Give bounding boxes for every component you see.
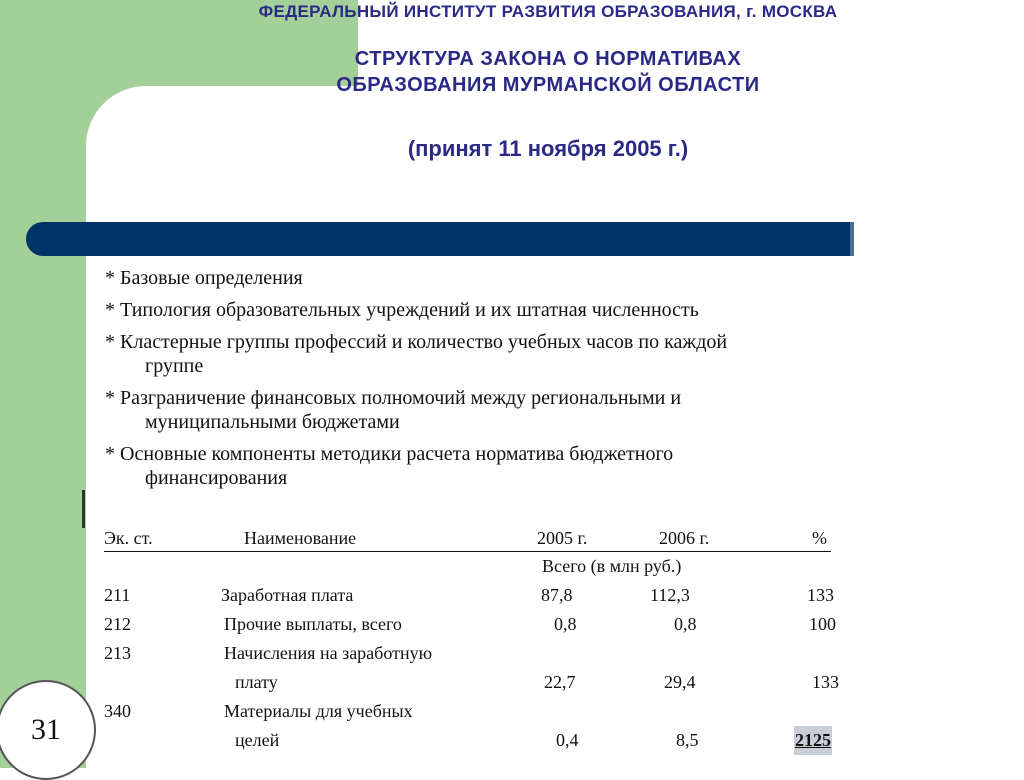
- row-pct-highlight: 2125: [794, 726, 832, 755]
- row-name: Начисления на заработную: [224, 643, 433, 663]
- row-pct: 133: [812, 672, 839, 692]
- table-row-continuation: [104, 668, 864, 697]
- header-2006: 2006 г.: [659, 528, 710, 548]
- row-name: Заработная плата: [221, 585, 354, 605]
- bullet-item: * Типология образовательных учреждений и их штатная численность: [105, 299, 699, 321]
- units-label: Всего (в млн руб.): [542, 556, 682, 576]
- row-name: Материалы для учебных: [224, 701, 413, 721]
- decorative-tick: [82, 490, 85, 528]
- decorative-blue-bar: [26, 222, 854, 256]
- table-row-continuation: [104, 726, 864, 755]
- row-code: 213: [104, 643, 131, 663]
- row-name-continuation: целей: [235, 730, 280, 750]
- header-2005: 2005 г.: [537, 528, 588, 548]
- bullet-list: [105, 266, 975, 498]
- row-2006: 0,8: [674, 614, 697, 634]
- page-subtitle: (принят 11 ноября 2005 г.): [407, 136, 689, 161]
- row-pct: 133: [807, 585, 834, 605]
- row-code: 211: [104, 585, 131, 605]
- bullet-item: * Кластерные группы профессий и количество учебных часов по каждой группе: [105, 331, 728, 377]
- institute-header: ФЕДЕРАЛЬНЫЙ ИНСТИТУТ РАЗВИТИЯ ОБРАЗОВАНИЯ, г. МОСКВА: [258, 2, 838, 21]
- row-name: Прочие выплаты, всего: [224, 614, 402, 634]
- row-code: 212: [104, 614, 131, 634]
- row-2005: 0,4: [556, 730, 579, 750]
- title-line-1: СТРУКТУРА ЗАКОНА О НОРМАТИВАХ: [354, 48, 742, 70]
- budget-table: [104, 524, 864, 755]
- row-code: 340: [104, 701, 131, 721]
- table-row: [104, 581, 864, 610]
- table-row: [104, 697, 864, 726]
- bullet-item: * Базовые определения: [105, 267, 303, 289]
- bullet-item: * Основные компоненты методики расчета норматива бюджетного финансирования: [105, 443, 674, 489]
- page-title: [0, 46, 1024, 98]
- row-2006: 112,3: [650, 585, 690, 605]
- row-pct: 100: [809, 614, 836, 634]
- row-2005: 87,8: [541, 585, 573, 605]
- header-name: Наименование: [244, 528, 357, 548]
- row-2006: 29,4: [664, 672, 696, 692]
- row-2005: 0,8: [554, 614, 577, 634]
- bullet-item: * Разграничение финансовых полномочий между региональными и муниципальными бюджетами: [105, 387, 682, 433]
- row-name-continuation: плату: [235, 672, 278, 692]
- header-code: Эк. ст.: [104, 528, 153, 548]
- page-number: 31: [31, 713, 61, 746]
- table-row: [104, 610, 864, 639]
- title-line-2: ОБРАЗОВАНИЯ МУРМАНСКОЙ ОБЛАСТИ: [336, 74, 760, 96]
- header-pct: %: [812, 528, 827, 548]
- table-row: [104, 639, 864, 668]
- row-2005: 22,7: [544, 672, 576, 692]
- units-row: [104, 552, 864, 581]
- page-number-badge: [0, 680, 96, 780]
- row-2006: 8,5: [676, 730, 699, 750]
- table-header-row: [104, 524, 831, 552]
